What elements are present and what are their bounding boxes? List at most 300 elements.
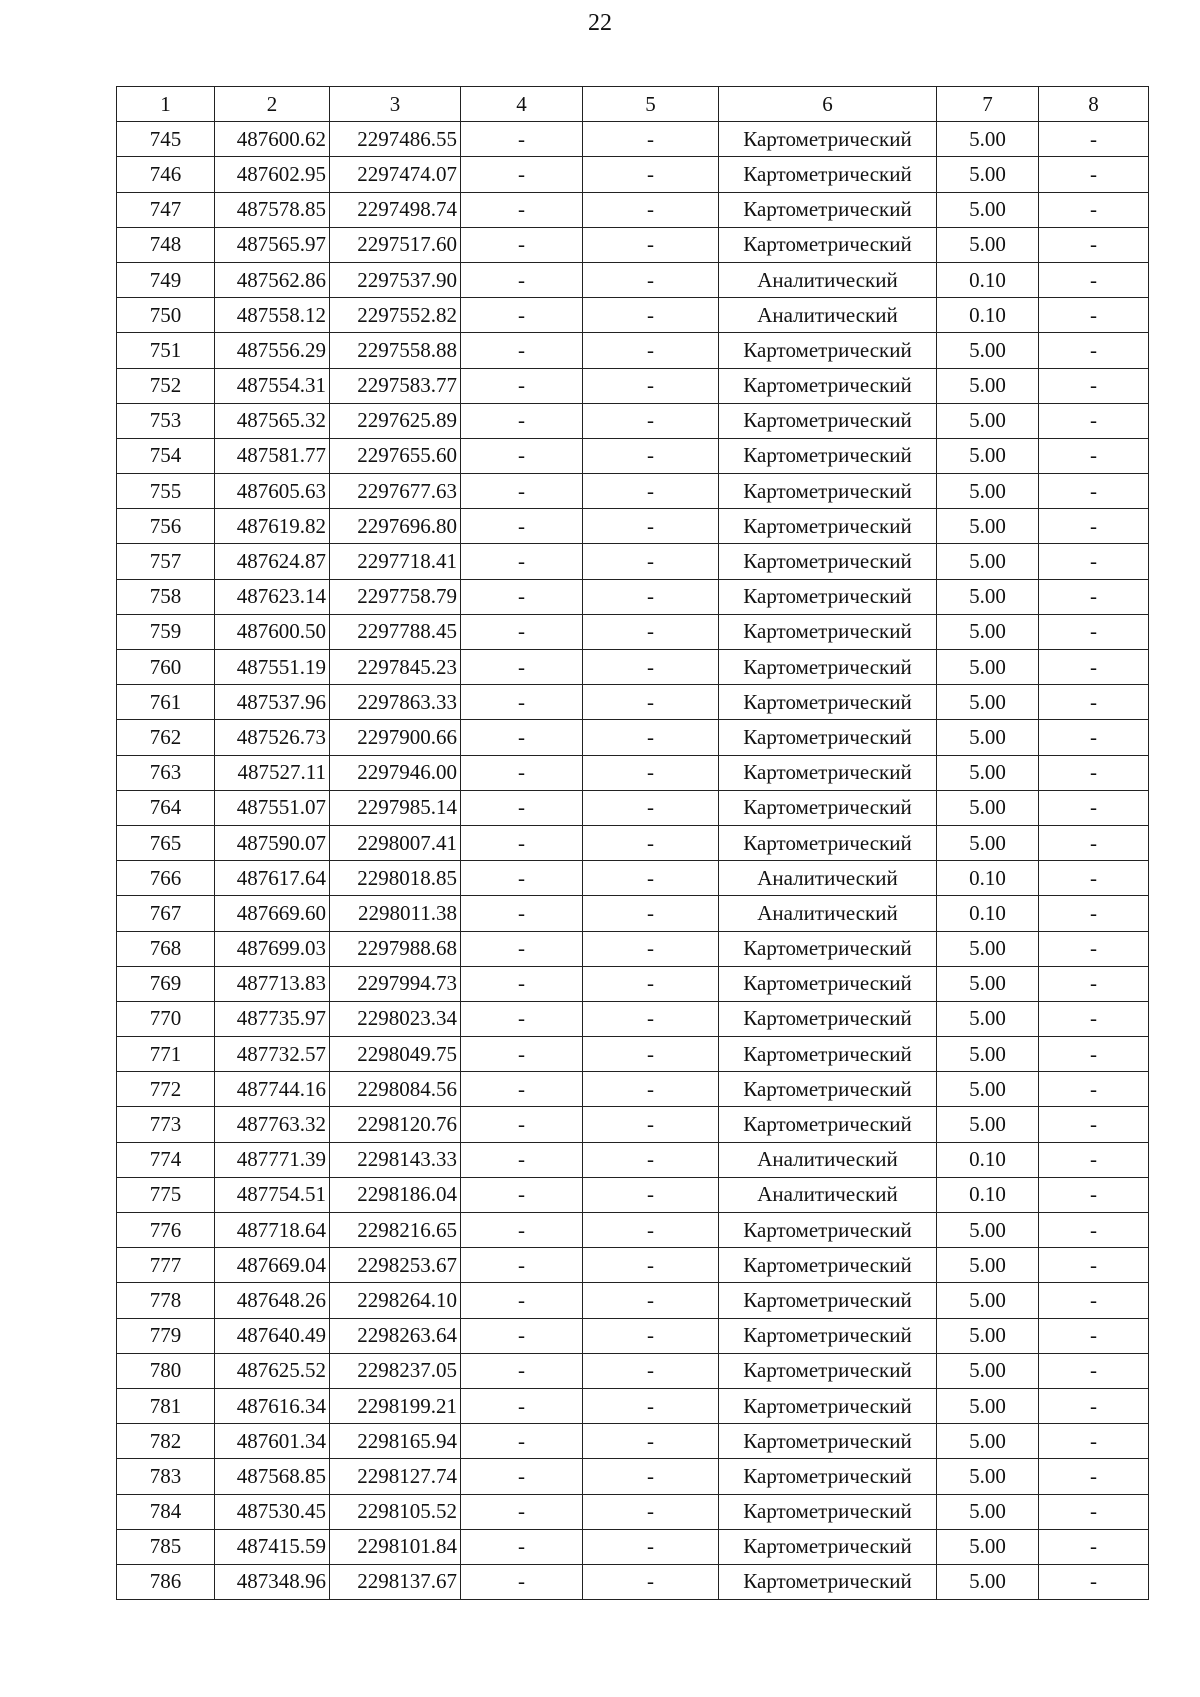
cell-coord-x: 487556.29 (215, 333, 330, 368)
cell-accuracy: 5.00 (937, 1388, 1039, 1423)
cell-coord-x: 487527.11 (215, 755, 330, 790)
cell-coord-x: 487602.95 (215, 157, 330, 192)
cell-point-number: 763 (117, 755, 215, 790)
cell-method: Картометрический (719, 755, 937, 790)
cell-col-8: - (1039, 262, 1149, 297)
column-header-2: 2 (215, 87, 330, 122)
cell-col-5: - (583, 403, 719, 438)
cell-col-8: - (1039, 790, 1149, 825)
cell-method: Картометрический (719, 1283, 937, 1318)
cell-col-8: - (1039, 1529, 1149, 1564)
table-row (117, 1072, 1149, 1107)
cell-col-4: - (461, 474, 583, 509)
cell-col-5: - (583, 931, 719, 966)
cell-col-8: - (1039, 1072, 1149, 1107)
cell-point-number: 784 (117, 1494, 215, 1529)
cell-point-number: 768 (117, 931, 215, 966)
cell-method: Картометрический (719, 825, 937, 860)
cell-method: Картометрический (719, 438, 937, 473)
cell-coord-y: 2297655.60 (330, 438, 461, 473)
table-row (117, 720, 1149, 755)
cell-coord-x: 487617.64 (215, 861, 330, 896)
cell-col-4: - (461, 614, 583, 649)
table-row (117, 1213, 1149, 1248)
cell-col-4: - (461, 1529, 583, 1564)
cell-col-4: - (461, 509, 583, 544)
cell-coord-x: 487605.63 (215, 474, 330, 509)
cell-point-number: 755 (117, 474, 215, 509)
cell-col-4: - (461, 122, 583, 157)
cell-accuracy: 5.00 (937, 509, 1039, 544)
cell-method: Аналитический (719, 1142, 937, 1177)
cell-col-8: - (1039, 298, 1149, 333)
cell-col-8: - (1039, 1318, 1149, 1353)
cell-point-number: 760 (117, 650, 215, 685)
cell-accuracy: 5.00 (937, 685, 1039, 720)
cell-point-number: 785 (117, 1529, 215, 1564)
cell-point-number: 780 (117, 1353, 215, 1388)
cell-col-5: - (583, 1037, 719, 1072)
cell-point-number: 783 (117, 1459, 215, 1494)
cell-coord-y: 2298084.56 (330, 1072, 461, 1107)
cell-point-number: 786 (117, 1564, 215, 1599)
cell-point-number: 771 (117, 1037, 215, 1072)
cell-col-8: - (1039, 931, 1149, 966)
cell-method: Картометрический (719, 1072, 937, 1107)
cell-point-number: 782 (117, 1424, 215, 1459)
cell-point-number: 757 (117, 544, 215, 579)
cell-accuracy: 5.00 (937, 1001, 1039, 1036)
cell-col-4: - (461, 192, 583, 227)
cell-col-8: - (1039, 685, 1149, 720)
cell-col-5: - (583, 227, 719, 262)
cell-method: Картометрический (719, 227, 937, 262)
table-row (117, 825, 1149, 860)
cell-col-5: - (583, 1142, 719, 1177)
table-row (117, 509, 1149, 544)
cell-point-number: 765 (117, 825, 215, 860)
cell-accuracy: 5.00 (937, 544, 1039, 579)
cell-col-5: - (583, 1388, 719, 1423)
cell-col-8: - (1039, 825, 1149, 860)
cell-col-8: - (1039, 1177, 1149, 1212)
table-row (117, 227, 1149, 262)
cell-coord-x: 487568.85 (215, 1459, 330, 1494)
cell-point-number: 779 (117, 1318, 215, 1353)
table-row (117, 1283, 1149, 1318)
cell-coord-x: 487415.59 (215, 1529, 330, 1564)
cell-coord-y: 2298199.21 (330, 1388, 461, 1423)
cell-point-number: 761 (117, 685, 215, 720)
table-row (117, 157, 1149, 192)
cell-coord-x: 487648.26 (215, 1283, 330, 1318)
table-row (117, 1001, 1149, 1036)
cell-col-4: - (461, 368, 583, 403)
cell-col-4: - (461, 298, 583, 333)
cell-accuracy: 0.10 (937, 1142, 1039, 1177)
cell-col-5: - (583, 685, 719, 720)
cell-col-5: - (583, 1072, 719, 1107)
table-row (117, 1177, 1149, 1212)
cell-coord-x: 487530.45 (215, 1494, 330, 1529)
cell-coord-x: 487554.31 (215, 368, 330, 403)
cell-col-5: - (583, 544, 719, 579)
cell-point-number: 748 (117, 227, 215, 262)
cell-coord-y: 2298253.67 (330, 1248, 461, 1283)
cell-coord-x: 487669.60 (215, 896, 330, 931)
cell-method: Картометрический (719, 1459, 937, 1494)
cell-col-8: - (1039, 1424, 1149, 1459)
cell-coord-y: 2297558.88 (330, 333, 461, 368)
cell-method: Картометрический (719, 333, 937, 368)
cell-accuracy: 5.00 (937, 1072, 1039, 1107)
cell-coord-y: 2297677.63 (330, 474, 461, 509)
cell-accuracy: 5.00 (937, 1318, 1039, 1353)
cell-accuracy: 5.00 (937, 368, 1039, 403)
cell-coord-x: 487771.39 (215, 1142, 330, 1177)
table-row (117, 931, 1149, 966)
cell-point-number: 759 (117, 614, 215, 649)
cell-method: Картометрический (719, 931, 937, 966)
table-row (117, 403, 1149, 438)
cell-point-number: 781 (117, 1388, 215, 1423)
table-row (117, 1318, 1149, 1353)
cell-col-5: - (583, 1248, 719, 1283)
cell-method: Картометрический (719, 1564, 937, 1599)
cell-point-number: 746 (117, 157, 215, 192)
cell-accuracy: 5.00 (937, 192, 1039, 227)
cell-col-8: - (1039, 157, 1149, 192)
cell-coord-x: 487735.97 (215, 1001, 330, 1036)
cell-col-4: - (461, 1494, 583, 1529)
cell-col-5: - (583, 650, 719, 685)
cell-coord-y: 2297788.45 (330, 614, 461, 649)
cell-col-4: - (461, 1564, 583, 1599)
cell-col-8: - (1039, 1459, 1149, 1494)
cell-col-4: - (461, 157, 583, 192)
cell-col-8: - (1039, 1564, 1149, 1599)
cell-method: Картометрический (719, 544, 937, 579)
table-row (117, 1142, 1149, 1177)
cell-col-4: - (461, 720, 583, 755)
cell-method: Картометрический (719, 403, 937, 438)
cell-method: Картометрический (719, 1388, 937, 1423)
cell-coord-x: 487565.97 (215, 227, 330, 262)
cell-col-4: - (461, 333, 583, 368)
cell-point-number: 776 (117, 1213, 215, 1248)
cell-col-4: - (461, 896, 583, 931)
cell-point-number: 774 (117, 1142, 215, 1177)
cell-accuracy: 5.00 (937, 1424, 1039, 1459)
cell-accuracy: 5.00 (937, 1494, 1039, 1529)
table-row (117, 790, 1149, 825)
cell-col-5: - (583, 1353, 719, 1388)
cell-col-5: - (583, 368, 719, 403)
table-row (117, 1037, 1149, 1072)
cell-col-5: - (583, 474, 719, 509)
table-row (117, 1388, 1149, 1423)
table-row (117, 438, 1149, 473)
cell-accuracy: 5.00 (937, 931, 1039, 966)
cell-coord-x: 487732.57 (215, 1037, 330, 1072)
cell-col-4: - (461, 755, 583, 790)
cell-coord-x: 487713.83 (215, 966, 330, 1001)
cell-coord-x: 487669.04 (215, 1248, 330, 1283)
cell-coord-y: 2298023.34 (330, 1001, 461, 1036)
cell-coord-y: 2297486.55 (330, 122, 461, 157)
table-row (117, 368, 1149, 403)
cell-point-number: 747 (117, 192, 215, 227)
cell-col-5: - (583, 1001, 719, 1036)
column-header-4: 4 (461, 87, 583, 122)
cell-col-8: - (1039, 1353, 1149, 1388)
cell-col-4: - (461, 544, 583, 579)
table-row (117, 122, 1149, 157)
cell-coord-y: 2298143.33 (330, 1142, 461, 1177)
cell-col-4: - (461, 1142, 583, 1177)
cell-col-4: - (461, 790, 583, 825)
cell-coord-y: 2297537.90 (330, 262, 461, 297)
cell-method: Картометрический (719, 509, 937, 544)
cell-coord-x: 487601.34 (215, 1424, 330, 1459)
cell-coord-x: 487551.19 (215, 650, 330, 685)
cell-col-4: - (461, 579, 583, 614)
column-header-6: 6 (719, 87, 937, 122)
table-row (117, 896, 1149, 931)
cell-accuracy: 0.10 (937, 262, 1039, 297)
cell-method: Картометрический (719, 650, 937, 685)
cell-coord-y: 2297583.77 (330, 368, 461, 403)
cell-coord-y: 2297696.80 (330, 509, 461, 544)
cell-point-number: 775 (117, 1177, 215, 1212)
cell-col-5: - (583, 825, 719, 860)
cell-col-8: - (1039, 1494, 1149, 1529)
cell-method: Картометрический (719, 368, 937, 403)
cell-col-4: - (461, 1177, 583, 1212)
cell-col-4: - (461, 650, 583, 685)
cell-accuracy: 5.00 (937, 966, 1039, 1001)
cell-col-8: - (1039, 1142, 1149, 1177)
cell-point-number: 756 (117, 509, 215, 544)
cell-coord-x: 487619.82 (215, 509, 330, 544)
cell-col-5: - (583, 1213, 719, 1248)
cell-col-5: - (583, 157, 719, 192)
cell-col-5: - (583, 333, 719, 368)
table-row (117, 192, 1149, 227)
cell-coord-y: 2298127.74 (330, 1459, 461, 1494)
cell-accuracy: 5.00 (937, 790, 1039, 825)
cell-coord-x: 487578.85 (215, 192, 330, 227)
cell-point-number: 751 (117, 333, 215, 368)
cell-accuracy: 5.00 (937, 333, 1039, 368)
cell-point-number: 764 (117, 790, 215, 825)
table-row (117, 1107, 1149, 1142)
cell-col-8: - (1039, 403, 1149, 438)
cell-col-5: - (583, 720, 719, 755)
cell-col-4: - (461, 1072, 583, 1107)
cell-col-5: - (583, 1494, 719, 1529)
cell-coord-x: 487526.73 (215, 720, 330, 755)
cell-method: Картометрический (719, 474, 937, 509)
cell-accuracy: 5.00 (937, 438, 1039, 473)
column-header-3: 3 (330, 87, 461, 122)
cell-accuracy: 5.00 (937, 227, 1039, 262)
cell-accuracy: 5.00 (937, 1353, 1039, 1388)
cell-col-4: - (461, 262, 583, 297)
cell-accuracy: 5.00 (937, 1248, 1039, 1283)
cell-coord-y: 2298105.52 (330, 1494, 461, 1529)
cell-col-5: - (583, 790, 719, 825)
cell-point-number: 752 (117, 368, 215, 403)
cell-coord-x: 487537.96 (215, 685, 330, 720)
cell-col-4: - (461, 1283, 583, 1318)
cell-point-number: 749 (117, 262, 215, 297)
cell-point-number: 770 (117, 1001, 215, 1036)
cell-col-5: - (583, 1318, 719, 1353)
cell-method: Картометрический (719, 1107, 937, 1142)
cell-col-5: - (583, 122, 719, 157)
cell-point-number: 777 (117, 1248, 215, 1283)
cell-coord-y: 2297758.79 (330, 579, 461, 614)
cell-coord-y: 2297988.68 (330, 931, 461, 966)
cell-method: Аналитический (719, 896, 937, 931)
cell-col-8: - (1039, 192, 1149, 227)
cell-accuracy: 0.10 (937, 1177, 1039, 1212)
cell-coord-y: 2297994.73 (330, 966, 461, 1001)
cell-method: Картометрический (719, 1001, 937, 1036)
cell-col-5: - (583, 896, 719, 931)
table-row (117, 1424, 1149, 1459)
cell-coord-y: 2298137.67 (330, 1564, 461, 1599)
cell-coord-y: 2297517.60 (330, 227, 461, 262)
cell-col-8: - (1039, 1037, 1149, 1072)
cell-method: Картометрический (719, 157, 937, 192)
column-header-7: 7 (937, 87, 1039, 122)
cell-accuracy: 5.00 (937, 579, 1039, 614)
cell-col-8: - (1039, 544, 1149, 579)
cell-method: Аналитический (719, 298, 937, 333)
cell-col-8: - (1039, 438, 1149, 473)
cell-coord-y: 2297946.00 (330, 755, 461, 790)
cell-point-number: 762 (117, 720, 215, 755)
cell-accuracy: 5.00 (937, 720, 1039, 755)
cell-point-number: 766 (117, 861, 215, 896)
cell-coord-y: 2298216.65 (330, 1213, 461, 1248)
cell-method: Картометрический (719, 1353, 937, 1388)
cell-coord-x: 487763.32 (215, 1107, 330, 1142)
cell-col-5: - (583, 861, 719, 896)
cell-coord-y: 2297718.41 (330, 544, 461, 579)
table-row (117, 262, 1149, 297)
cell-col-5: - (583, 1177, 719, 1212)
cell-method: Картометрический (719, 1529, 937, 1564)
cell-coord-y: 2297498.74 (330, 192, 461, 227)
cell-accuracy: 0.10 (937, 298, 1039, 333)
cell-accuracy: 0.10 (937, 896, 1039, 931)
cell-col-8: - (1039, 474, 1149, 509)
cell-accuracy: 5.00 (937, 474, 1039, 509)
cell-coord-y: 2298186.04 (330, 1177, 461, 1212)
cell-col-4: - (461, 438, 583, 473)
cell-coord-x: 487623.14 (215, 579, 330, 614)
cell-accuracy: 5.00 (937, 1037, 1039, 1072)
cell-coord-y: 2297625.89 (330, 403, 461, 438)
column-header-8: 8 (1039, 87, 1149, 122)
table-row (117, 685, 1149, 720)
cell-accuracy: 5.00 (937, 1529, 1039, 1564)
cell-col-8: - (1039, 966, 1149, 1001)
cell-method: Картометрический (719, 579, 937, 614)
cell-col-4: - (461, 1318, 583, 1353)
cell-coord-x: 487616.34 (215, 1388, 330, 1423)
cell-method: Картометрический (719, 1213, 937, 1248)
cell-point-number: 769 (117, 966, 215, 1001)
table-row (117, 579, 1149, 614)
cell-col-8: - (1039, 509, 1149, 544)
cell-accuracy: 5.00 (937, 1283, 1039, 1318)
cell-accuracy: 5.00 (937, 650, 1039, 685)
cell-coord-x: 487551.07 (215, 790, 330, 825)
cell-col-8: - (1039, 1388, 1149, 1423)
cell-col-5: - (583, 1107, 719, 1142)
table-row (117, 1564, 1149, 1599)
cell-method: Картометрический (719, 1318, 937, 1353)
cell-col-4: - (461, 1248, 583, 1283)
cell-coord-y: 2297985.14 (330, 790, 461, 825)
cell-accuracy: 5.00 (937, 1213, 1039, 1248)
cell-coord-x: 487625.52 (215, 1353, 330, 1388)
cell-coord-x: 487754.51 (215, 1177, 330, 1212)
cell-col-5: - (583, 614, 719, 649)
cell-point-number: 745 (117, 122, 215, 157)
table-row (117, 1248, 1149, 1283)
cell-coord-x: 487562.86 (215, 262, 330, 297)
cell-col-5: - (583, 192, 719, 227)
cell-coord-x: 487718.64 (215, 1213, 330, 1248)
cell-coord-y: 2298165.94 (330, 1424, 461, 1459)
cell-col-4: - (461, 685, 583, 720)
cell-point-number: 754 (117, 438, 215, 473)
table-row (117, 966, 1149, 1001)
cell-method: Аналитический (719, 262, 937, 297)
cell-col-4: - (461, 1353, 583, 1388)
cell-accuracy: 0.10 (937, 861, 1039, 896)
cell-col-5: - (583, 755, 719, 790)
cell-col-4: - (461, 931, 583, 966)
table-row (117, 614, 1149, 649)
cell-coord-x: 487558.12 (215, 298, 330, 333)
cell-col-8: - (1039, 1283, 1149, 1318)
column-header-5: 5 (583, 87, 719, 122)
cell-method: Картометрический (719, 685, 937, 720)
coordinates-table (116, 86, 1149, 1600)
cell-accuracy: 5.00 (937, 755, 1039, 790)
cell-col-4: - (461, 1213, 583, 1248)
cell-accuracy: 5.00 (937, 122, 1039, 157)
cell-method: Картометрический (719, 1037, 937, 1072)
cell-col-8: - (1039, 861, 1149, 896)
cell-col-5: - (583, 579, 719, 614)
cell-method: Картометрический (719, 1494, 937, 1529)
cell-method: Картометрический (719, 720, 937, 755)
table-row (117, 474, 1149, 509)
cell-coord-y: 2298049.75 (330, 1037, 461, 1072)
cell-accuracy: 5.00 (937, 403, 1039, 438)
cell-col-4: - (461, 861, 583, 896)
cell-coord-y: 2298263.64 (330, 1318, 461, 1353)
table-header-row (117, 87, 1149, 122)
cell-accuracy: 5.00 (937, 825, 1039, 860)
